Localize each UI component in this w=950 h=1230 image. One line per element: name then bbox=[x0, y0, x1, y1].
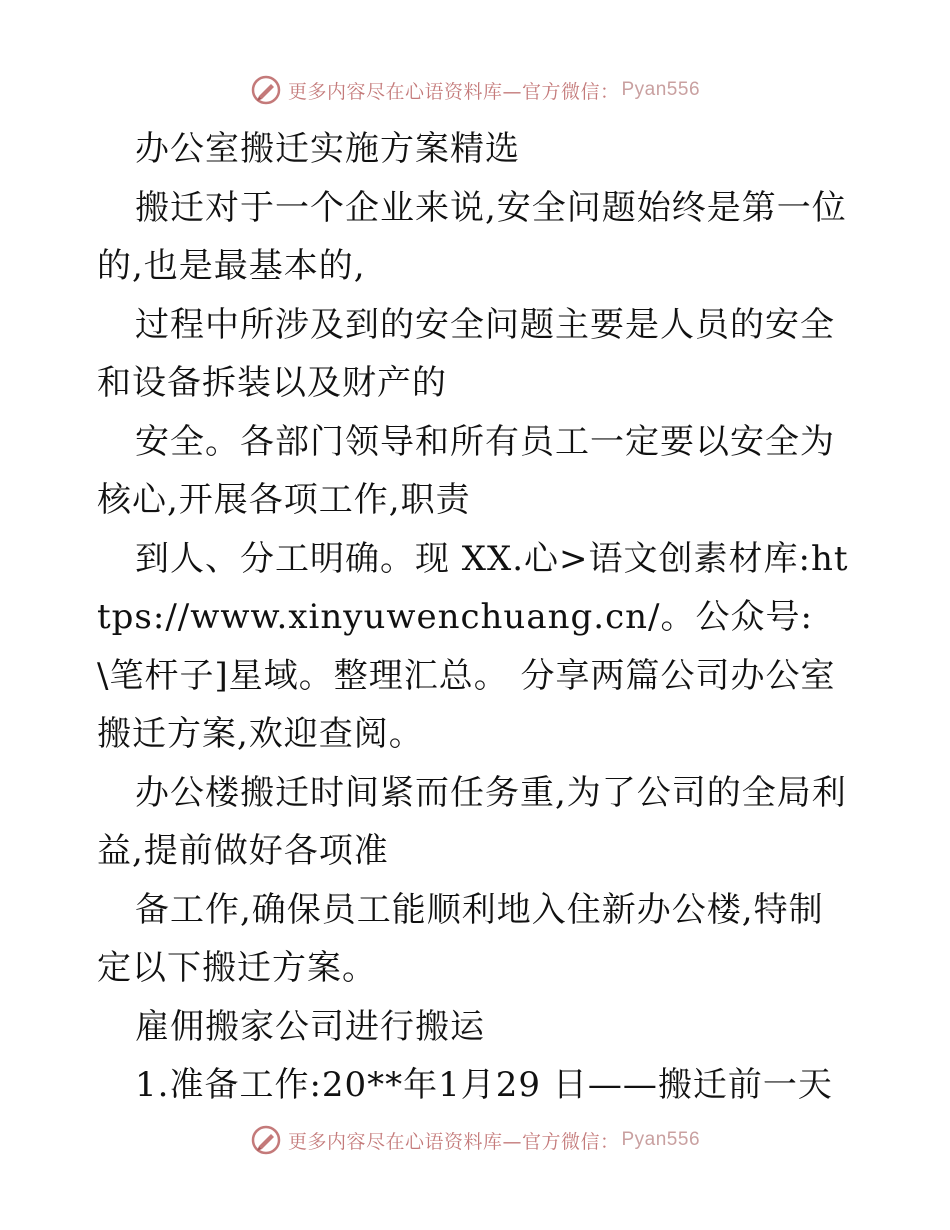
watermark-handle: Pyan556 bbox=[621, 79, 701, 100]
paragraph: 安全。各部门领导和所有员工一定要以安全为核心,开展各项工作,职责 bbox=[97, 421, 835, 520]
watermark-text: 更多内容尽在心语资料库—官方微信： bbox=[287, 1130, 620, 1153]
paragraph: 到人、分工明确。现 XX.心>语文创素材库:https://www.xinyuwenchuang.cn/。公众号: \笔杆子]星域。整理汇总。 分享两篇公司办公室搬迁方案,欢迎查阅。 bbox=[97, 538, 849, 754]
paragraph: 过程中所涉及到的安全问题主要是人员的安全和设备拆装以及财产的 bbox=[97, 304, 835, 403]
document-body bbox=[97, 120, 857, 1115]
paragraph: 1.准备工作:20**年1月29 日——搬迁前一天 bbox=[135, 1065, 833, 1105]
pen-logo-icon bbox=[250, 1124, 282, 1156]
watermark-text: 更多内容尽在心语资料库—官方微信： bbox=[287, 80, 620, 103]
header-watermark bbox=[0, 70, 950, 110]
paragraph: 搬迁对于一个企业来说,安全问题始终是第一位的,也是最基本的, bbox=[97, 187, 847, 286]
paragraph: 办公楼搬迁时间紧而任务重,为了公司的全局利益,提前做好各项准 bbox=[97, 772, 847, 871]
document-title: 办公室搬迁实施方案精选 bbox=[135, 129, 520, 169]
section-heading: 雇佣搬家公司进行搬运 bbox=[135, 1006, 485, 1047]
pen-logo-icon bbox=[250, 74, 282, 106]
watermark-handle: Pyan556 bbox=[621, 1129, 701, 1150]
paragraph: 备工作,确保员工能顺利地入住新办公楼,特制定以下搬迁方案。 bbox=[97, 889, 824, 988]
footer-watermark bbox=[0, 1120, 950, 1160]
